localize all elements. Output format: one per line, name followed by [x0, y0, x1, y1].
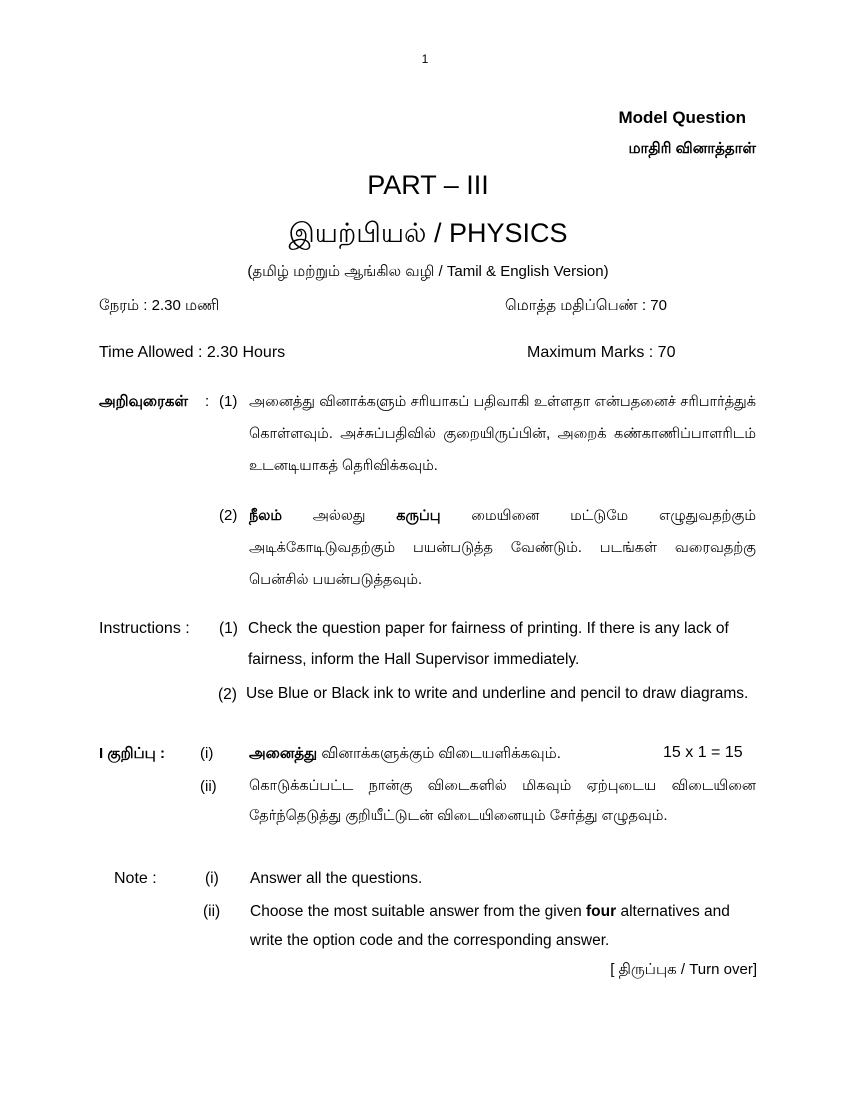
instructions-en-label: Instructions : — [99, 620, 190, 637]
note-ta-marks: 15 x 1 = 15 — [663, 744, 743, 761]
instructions-en-item1-text: Check the question paper for fairness of printing. If there is any lack of fairness, inform the Hall Supervisor immediately. — [248, 620, 729, 668]
ink-rest-en: ink to write and underline and pencil to draw diagrams. — [369, 685, 749, 702]
note-ta-label: I குறிப்பு : — [99, 745, 165, 762]
time-en: Time Allowed : 2.30 Hours — [99, 344, 286, 361]
model-question-ta: மாதிரி வினாத்தாள் — [628, 140, 756, 157]
page-number: 1 — [421, 52, 429, 66]
ink-or-en: or — [308, 685, 332, 702]
instructions-ta-item1-num: (1) — [219, 393, 238, 410]
instructions-en-item2-num: (2) — [218, 686, 237, 703]
note-ta-i-num: (i) — [200, 745, 214, 762]
subject-title: இயற்பியல் / PHYSICS — [288, 218, 568, 248]
ink-black-en: Black — [331, 685, 370, 702]
ink-blue-ta: நீலம் — [249, 508, 282, 524]
note-en-ii-num: (ii) — [203, 903, 221, 920]
note-en-i-num: (i) — [205, 870, 219, 887]
version-line: (தமிழ் மற்றும் ஆங்கில வழி / Tamil & English Version) — [247, 263, 609, 280]
model-question-en: Model Question — [618, 108, 746, 127]
marks-en: Maximum Marks : 70 — [527, 344, 676, 361]
time-ta: நேரம் : 2.30 மணி — [99, 297, 220, 314]
instructions-ta-label-text: அறிவுரைகள் — [99, 393, 189, 410]
instructions-ta-label — [99, 393, 188, 412]
instructions-en-item2-text — [248, 679, 753, 709]
note-en-i-text: Answer all the questions. — [250, 870, 423, 887]
part-title: PART – III — [367, 170, 489, 200]
note-en-ii-bold: four — [586, 903, 617, 920]
ink-rest-ta: மையினை மட்டுமே எழுதுவதற்கும் அடிக்கோடிடுவதற்கும் பயன்படுத்த வேண்டும். படங்கள் வரைவதற்கு பென்சில் பயன்படுத்தவும். — [249, 508, 756, 588]
note-ta-ii-text: கொடுக்கப்பட்ட நான்கு விடைகளில் மிகவும் ஏற்புடைய விடையினை தேர்ந்தெடுத்து குறியீட்டுடன் விடையினையும் சேர்த்து எழுதவும். — [249, 778, 756, 824]
ink-blue-en: Blue — [277, 685, 309, 702]
note-ta-i-bold: அனைத்து — [249, 745, 318, 762]
instructions-ta-item2-num: (2) — [219, 507, 238, 524]
instructions-ta-item1-text: அனைத்து வினாக்களும் சரியாகப் பதிவாகி உள்ளதா என்பதனைச் சரிபார்த்துக் கொள்ளவும். அச்சுப்பதிவில் குறையிருப்பின், அறைக் கண்காணிப்பாளரிடம் உடனடியாகத் தெரிவிக்கவும். — [249, 394, 756, 474]
instructions-en-item1-num: (1) — [219, 620, 238, 637]
note-en-ii-text — [250, 897, 750, 955]
ink-or-ta: அல்லது — [282, 508, 397, 524]
instructions-ta-item2-text — [249, 500, 756, 596]
ink-use-en: Use — [246, 685, 278, 702]
turn-over: [ திருப்புக / Turn over] — [610, 961, 757, 978]
instructions-ta-colon: : — [205, 393, 210, 410]
note-ta-i-text — [249, 745, 561, 764]
note-en-ii-rest: alternatives and write the option code and the corresponding answer. — [250, 903, 730, 949]
note-en-ii-pre: Choose the most suitable answer from the given — [250, 903, 587, 920]
marks-ta: மொத்த மதிப்பெண் : 70 — [505, 297, 667, 314]
ink-black-ta: கருப்பு — [396, 508, 441, 524]
note-ta-ii-num: (ii) — [200, 778, 217, 795]
note-en-label: Note : — [114, 870, 157, 887]
note-ta-i-rest: வினாக்களுக்கும் விடையளிக்கவும். — [317, 745, 561, 762]
